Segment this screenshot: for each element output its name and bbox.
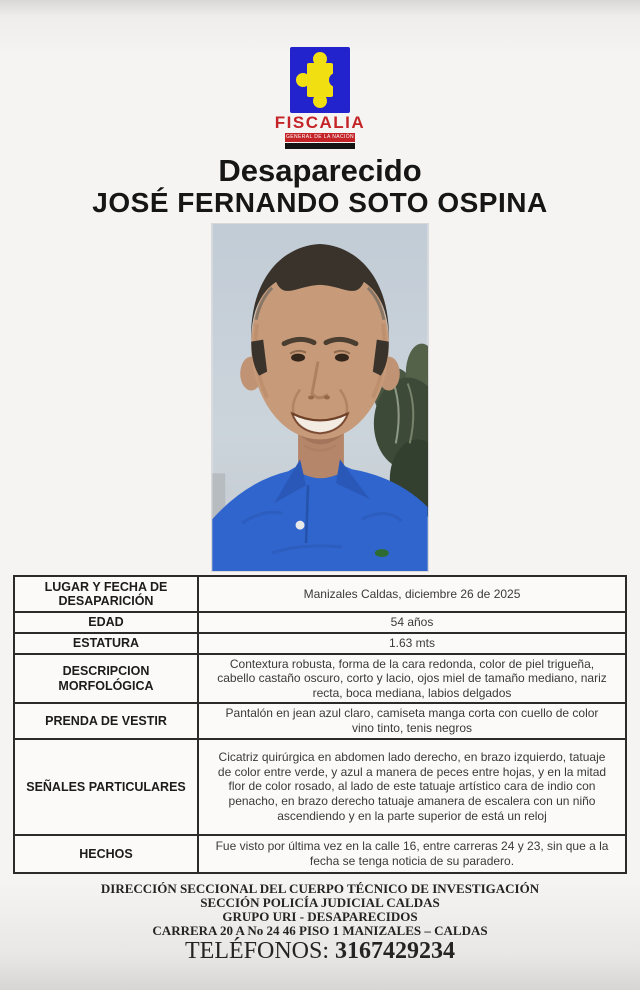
- row-value-hechos: Fue visto por última vez en la calle 16, entre carreras 24 y 23, sin que a la fecha se tenga noticia de su paradero.: [198, 835, 626, 873]
- agency-subtitle: GENERAL DE LA NACIÓN: [285, 134, 355, 140]
- missing-person-photo: [212, 224, 428, 571]
- row-label-hechos: HECHOS: [14, 835, 198, 873]
- table-row: [14, 576, 626, 612]
- footer-line-grupo: GRUPO URI - DESAPARECIDOS: [222, 908, 418, 924]
- phone-line: [0, 939, 640, 963]
- row-label-lugar-fecha: LUGAR Y FECHA DE DESAPARICIÓN: [14, 576, 198, 612]
- fiscalia-logo: [0, 0, 640, 149]
- details-table: [13, 575, 627, 873]
- phone-label: TELÉFONOS:: [185, 937, 329, 964]
- row-label-senales: SEÑALES PARTICULARES: [14, 739, 198, 835]
- logo-black-bar: [285, 143, 355, 149]
- row-label-prenda: PRENDA DE VESTIR: [14, 703, 198, 738]
- table-row: [14, 612, 626, 633]
- agency-name: FISCALIA: [274, 113, 366, 132]
- fiscalia-puzzle-icon: [289, 47, 351, 113]
- phone-number: 3167429234: [335, 937, 455, 964]
- row-value-descripcion: Contextura robusta, forma de la cara redonda, color de piel trigueña, cabello castaño oscuro, corto y lacio, ojos miel de tamaño mediano, nariz recta, boca mediana, labios delgados: [198, 654, 626, 704]
- table-row: [14, 703, 626, 738]
- table-row: [14, 835, 626, 873]
- footer-line-direccion: DIRECCIÓN SECCIONAL DEL CUERPO TÉCNICO DE INVESTIGACIÓN: [100, 880, 540, 896]
- row-value-prenda: Pantalón en jean azul claro, camiseta manga corta con cuello de color vino tinto, tenis negros: [198, 703, 626, 738]
- crocodile-logo: [375, 549, 389, 557]
- poster-title: Desaparecido: [218, 153, 422, 188]
- row-label-estatura: ESTATURA: [14, 633, 198, 654]
- row-label-descripcion: DESCRIPCION MORFOLÓGICA: [14, 654, 198, 704]
- row-value-senales: Cicatriz quirúrgica en abdomen lado derecho, en brazo izquierdo, tatuaje de color entre verde, y azul a manera de peces entre hojas, y en la mitad flor de color rosado, al lado de este tatuaje artístico cara de indio con penacho, en brazo derecho tatuaje amanera de escalera con un niño ascendiendo y en la parte superior de está un reloj: [198, 739, 626, 835]
- table-row: [14, 633, 626, 654]
- row-value-edad: 54 años: [198, 612, 626, 633]
- person-name: JOSÉ FERNANDO SOTO OSPINA: [92, 186, 548, 218]
- footer-line-seccion: SECCIÓN POLICÍA JUDICIAL CALDAS: [200, 894, 440, 910]
- table-row: [14, 654, 626, 704]
- row-label-edad: EDAD: [14, 612, 198, 633]
- table-row: [14, 739, 626, 835]
- row-value-lugar-fecha: Manizales Caldas, diciembre 26 de 2025: [198, 576, 626, 612]
- polo-button: [296, 521, 305, 530]
- row-value-estatura: 1.63 mts: [198, 633, 626, 654]
- footer-line-direccion-fisica: CARRERA 20 A No 24 46 PISO 1 MANIZALES – CALDAS: [152, 922, 488, 938]
- footer: [0, 882, 640, 963]
